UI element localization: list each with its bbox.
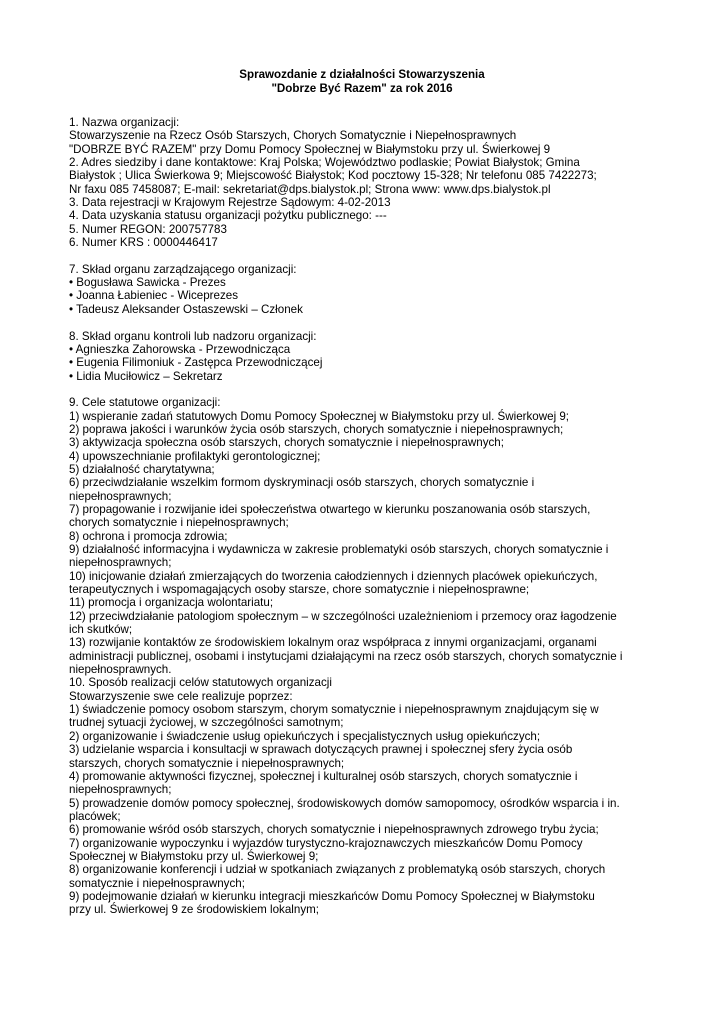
text-line: 10. Sposób realizacji celów statutowych organizacji [69, 676, 332, 690]
text-line: terapeutycznych i wspomagających osoby starsze, chore somatycznie i niepełnosprawne; [69, 583, 530, 597]
text-line: starszych, chorych somatycznie i niepełnosprawnych; [69, 756, 345, 770]
section-block [69, 396, 669, 916]
text-line: 11) promocja i organizacja wolontariatu; [69, 596, 274, 610]
text-line: Stowarzyszenie na Rzecz Osób Starszych, Chorych Somatycznie i Niepełnosprawnych [69, 129, 517, 143]
text-line: placówek; [69, 809, 121, 823]
text-line: 6) promowanie wśród osób starszych, chorych somatycznie i niepełnosprawnych zdrowego trybu życia; [69, 823, 599, 837]
text-line: • Agnieszka Zahorowska - Przewodnicząca [69, 342, 291, 356]
text-line: niepełnosprawnych; [69, 556, 172, 570]
text-line: niepełnosprawnych. [69, 663, 172, 677]
text-line: 8) ochrona i promocja zdrowia; [69, 529, 228, 543]
text-line: 9. Cele statutowe organizacji: [69, 396, 221, 410]
document-title [0, 68, 724, 96]
text-line: ich skutków; [69, 623, 133, 637]
text-line: 1) wspieranie zadań statutowych Domu Pomocy Społecznej w Białymstoku przy ul. Świerkowej 9; [69, 409, 570, 423]
text-line: 5) prowadzenie domów pomocy społecznej, środowiskowych domów samopomocy, ośrodków wsparcia i in. [69, 796, 620, 810]
text-line: chorych somatycznie i niepełnosprawnych; [69, 516, 289, 530]
text-line: 6) przeciwdziałanie wszelkim formom dyskryminacji osób starszych, chorych somatycznie i [69, 476, 535, 490]
text-line: 2) organizowanie i świadczenie usług opiekuńczych i specjalistycznych usług opiekuńczych; [69, 729, 541, 743]
text-line: 7) propagowanie i rozwijanie idei społeczeństwa otwartego w kierunku poszanowania osób starszych, [69, 502, 591, 516]
section-block [69, 263, 669, 316]
text-line: 1. Nazwa organizacji: [69, 116, 180, 129]
text-line: 2) poprawa jakości i warunków życia osób starszych, chorych somatycznie i niepełnosprawnych; [69, 422, 564, 436]
text-line: • Lidia Muciłowicz – Sekretarz [69, 369, 223, 383]
text-line: Białystok ; Ulica Świerkowa 9; Miejscowość Białystok; Kod pocztowy 15-328; Nr telefonu 085 7422273; [69, 169, 597, 183]
title-line-1: Sprawozdanie z działalności Stowarzyszenia [239, 68, 485, 81]
paragraph-gap [69, 383, 669, 396]
text-line: 2. Adres siedziby i dane kontaktowe: Kraj Polska; Województwo podlaskie; Powiat Białystok; Gmina [69, 156, 580, 170]
text-line: 4) upowszechnianie profilaktyki gerontologicznej; [69, 449, 321, 463]
text-line: 4. Data uzyskania statusu organizacji pożytku publicznego: --- [69, 209, 387, 223]
text-line: 8) organizowanie konferencji i udział w spotkaniach związanych z problematyką osób starszych, chorych [69, 863, 606, 877]
text-line: 5. Numer REGON: 200757783 [69, 222, 227, 236]
text-line: 6. Numer KRS : 0000446417 [69, 236, 218, 250]
text-line: 8. Skład organu kontroli lub nadzoru organizacji: [69, 329, 317, 343]
text-line: 3) udzielanie wsparcia i konsultacji w sprawach dotyczących prawnej i społecznej sfery życia osób [69, 743, 573, 757]
text-line: trudnej sytuacji życiowej, w szczególności samotnym; [69, 716, 344, 730]
text-line: niepełnosprawnych; [69, 783, 172, 797]
text-line: przy ul. Świerkowej 9 ze środowiskiem lokalnym; [69, 903, 319, 917]
text-line: 13) rozwijanie kontaktów ze środowiskiem lokalnym oraz współpraca z innymi organizacjami, organami [69, 636, 597, 650]
text-line: • Eugenia Filimoniuk - Zastępca Przewodniczącej [69, 356, 323, 370]
text-line: • Bogusława Sawicka - Prezes [69, 276, 226, 290]
text-line: niepełnosprawnych; [69, 489, 172, 503]
text-line: 4) promowanie aktywności fizycznej, społecznej i kulturalnej osób starszych, chorych somatycznie i [69, 769, 578, 783]
paragraph-gap [69, 316, 669, 329]
text-line: • Tadeusz Aleksander Ostaszewski – Członek [69, 302, 303, 316]
text-line: 7. Skład organu zarządzającego organizacji: [69, 262, 297, 276]
section-block [69, 330, 669, 383]
text-line: 9) podejmowanie działań w kierunku integracji mieszkańców Domu Pomocy Społecznej w Białymstoku [69, 889, 595, 903]
text-line: Społecznej w Białymstoku przy ul. Świerkowej 9; [69, 849, 319, 863]
paragraph-gap [69, 249, 669, 262]
text-line: 12) przeciwdziałanie patologiom społecznym – w szczególności uzależnieniom i przemocy oraz łagodzenie [69, 609, 617, 623]
text-line: 10) inicjowanie działań zmierzających do tworzenia całodziennych i dziennych placówek opiekuńczych, [69, 569, 598, 583]
text-line: Stowarzyszenie swe cele realizuje poprzez: [69, 689, 293, 703]
text-line: 3. Data rejestracji w Krajowym Rejestrze Sądowym: 4-02-2013 [69, 196, 391, 210]
text-line: administracji publicznej, osobami i instytucjami działającymi na rzecz osób starszych, chorych somatycznie i [69, 649, 623, 663]
text-line: 1) świadczenie pomocy osobom starszym, chorym somatycznie i niepełnosprawnym znajdującym się w [69, 703, 599, 717]
text-line: • Joanna Łabieniec - Wiceprezes [69, 289, 239, 303]
text-line: 3) aktywizacja społeczna osób starszych, chorych somatycznie i niepełnosprawnych; [69, 436, 504, 450]
text-line: Nr faxu 085 7458087; E-mail: sekretariat@dps.bialystok.pl; Strona www: www.dps.bialystok.pl [69, 182, 551, 196]
document-body [69, 116, 669, 917]
text-line: somatycznie i niepełnosprawnych; [69, 876, 245, 890]
text-line: 9) działalność informacyjna i wydawnicza w zakresie problematyki osób starszych, chorych somatycznie i [69, 543, 609, 556]
text-line: "DOBRZE BYĆ RAZEM" przy Domu Pomocy Społecznej w Białymstoku przy ul. Świerkowej 9 [69, 142, 551, 156]
title-line-2: "Dobrze Być Razem" za rok 2016 [271, 82, 453, 95]
text-line: 5) działalność charytatywna; [69, 462, 215, 476]
section-block [69, 116, 669, 249]
text-line: 7) organizowanie wypoczynku i wyjazdów turystyczno-krajoznawczych mieszkańców Domu Pomocy [69, 836, 583, 850]
